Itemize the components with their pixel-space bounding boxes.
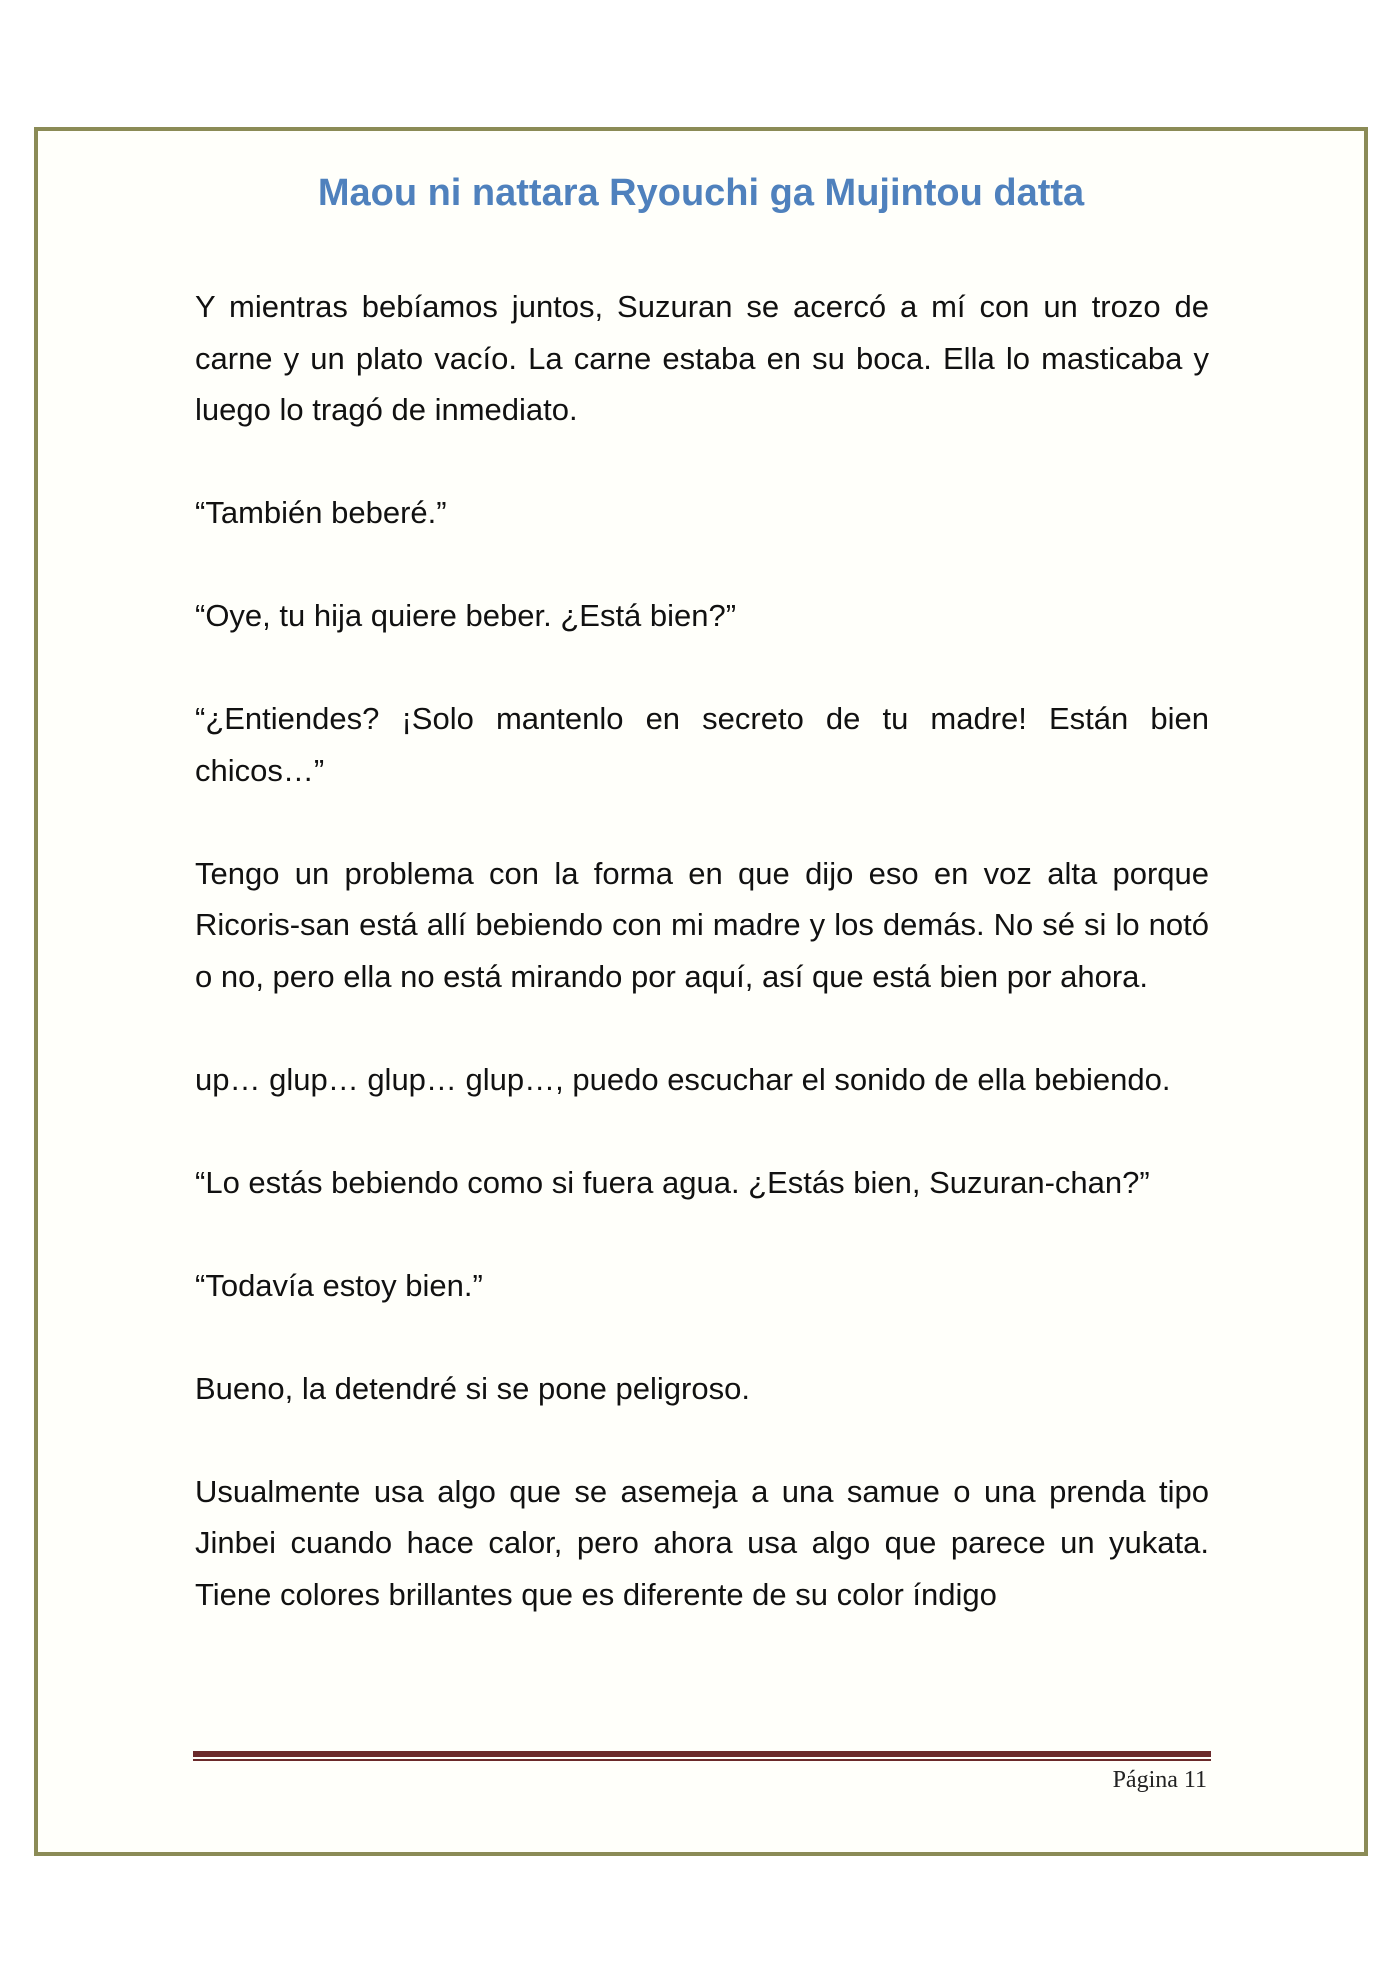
paragraph: up… glup… glup… glup…, puedo escuchar el sonido de ella bebiendo. [195, 1061, 1171, 1097]
paragraph: “Todavía estoy bien.” [195, 1267, 483, 1303]
paragraph: Y mientras bebíamos juntos, Suzuran se acercó a mí con un trozo de carne y un plato vacío. La carne estaba en su boca. Ella lo masticaba y luego lo tragó de inmediato. [195, 289, 1209, 427]
page-number: Página 11 [1112, 1767, 1207, 1793]
paragraph: “Oye, tu hija quiere beber. ¿Está bien?” [195, 598, 737, 633]
footer-divider [193, 1751, 1211, 1761]
document-title: Maou ni nattara Ryouchi ga Mujintou datta [317, 172, 1085, 214]
paragraph: “También beberé.” [195, 495, 447, 530]
paragraph: “Lo estás bebiendo como si fuera agua. ¿Estás bien, Suzuran-chan?” [195, 1164, 1150, 1200]
paragraph: “¿Entiendes? ¡Solo mantenlo en secreto de tu madre! Están bien chicos…” [195, 701, 1209, 788]
page-frame [34, 127, 1368, 1856]
document-body [195, 281, 1209, 1620]
paragraph: Bueno, la detendré si se pone peligroso. [195, 1370, 750, 1406]
paragraph: Usualmente usa algo que se asemeja a una samue o una prenda tipo Jinbei cuando hace calor, pero ahora usa algo que parece un yukata. Tiene colores brillantes que es diferente de su color índigo [195, 1473, 1209, 1612]
paragraph: Tengo un problema con la forma en que dijo eso en voz alta porque Ricoris-san está allí bebiendo con mi madre y los demás. No sé si lo notó o no, pero ella no está mirando por aquí, así que está bien por ahora. [195, 855, 1209, 994]
